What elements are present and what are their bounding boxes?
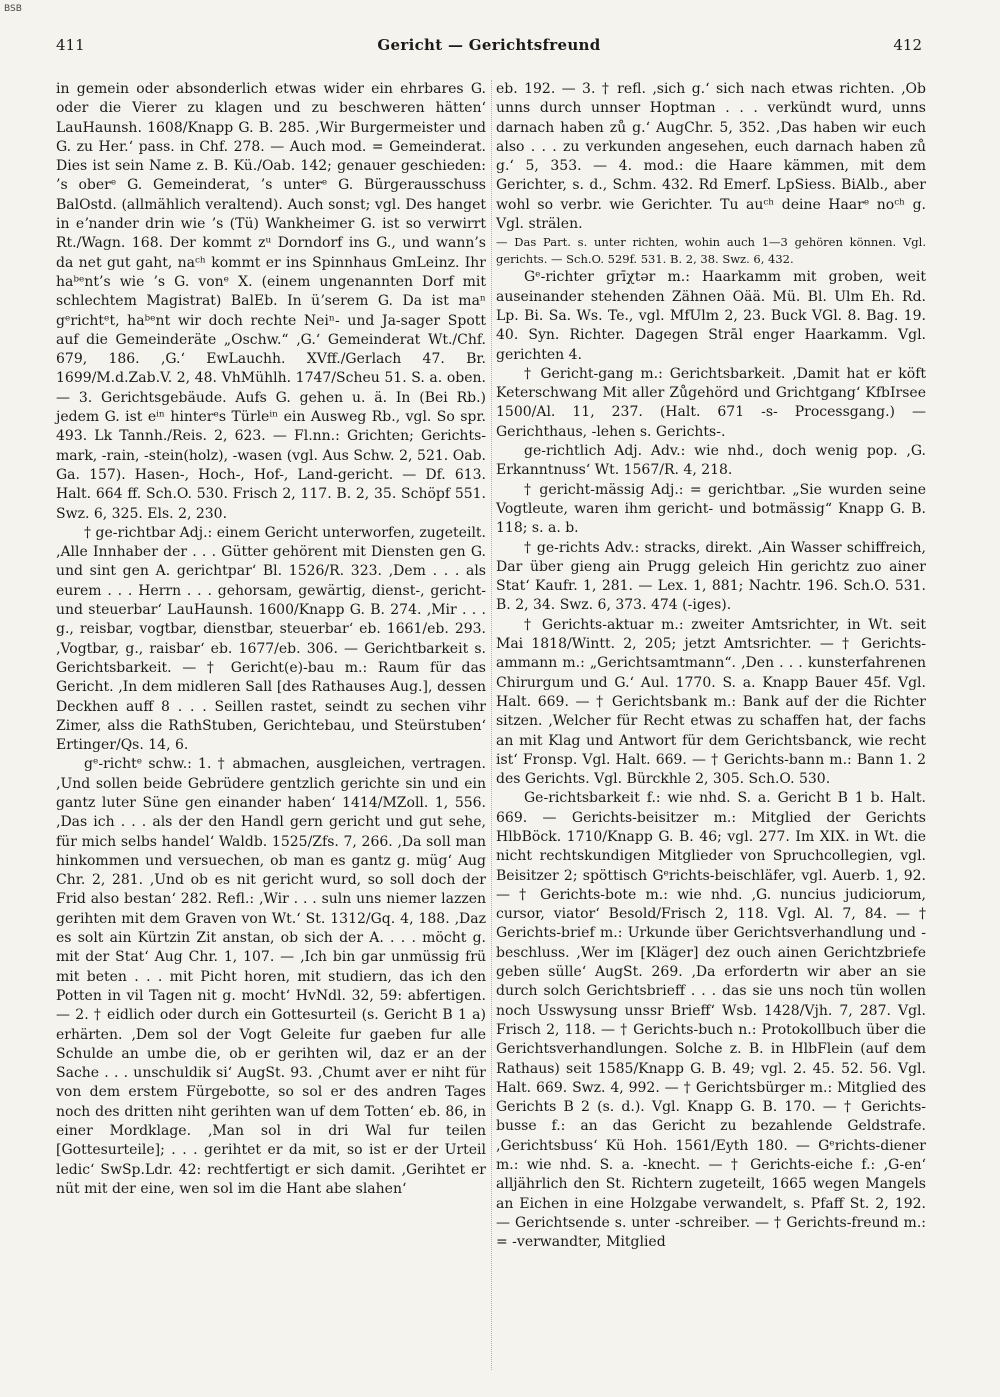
page-header <box>56 36 922 58</box>
entry-paragraph: † Gerichts-aktuar m.: zweiter Amtsrichter, in Wt. seit Mai 1818/Wintt. 2, 205; jetzt Amtsrichter. — † Gerichts-ammann m.: „Gerichtsamtmann“. ‚Den . . . kunsterfahrenen Chirurgum und G.‘ Aul. 1770. S. a. Knapp Bauer 45f. Vgl. Halt. 669. — † Gerichtsbank m.: Bank auf der die Richter sitzen. ‚Welcher für Recht etwas zu schaffen hat, der fachs an mit Klag und Antwort für dem Gerichtsbanck, wie recht ist‘ Fronsp. Vgl. Halt. 669. — † Gerichts-bann m.: Bann 1. 2 des Gerichts. Vgl. Bürckhle 2, 305. Sch.O. 530. <box>496 616 926 788</box>
entry-paragraph: eb. 192. — 3. † refl. ‚sich g.‘ sich nach etwas richten. ‚Ob unns durch unnser Hoptman . . . verkündt wurd, unns darnach haben zů g.‘ AugChr. 5, 352. ‚Das haben wir euch also . . . zu verkunden angesehen, euch darnach haben zů g.‘ 5, 353. — 4. mod.: die Haare kämmen, mit dem Gerichter, s. d., Schm. 432. Rd Emerf. LpSiess. BiAlb., aber wohl so verbr. wie Gerichter. Tu auᶜʰ deine Haarᵉ noᶜʰ g. Vgl. strälen. <box>496 81 926 233</box>
entry-paragraph: ge-richtlich Adj. Adv.: wie nhd., doch wenig pop. ‚G. Erkanntnuss‘ Wt. 1567/R. 4, 218. <box>496 443 926 479</box>
page-number-right: 412 <box>893 36 922 54</box>
entry-paragraph: † ge-richtbar Adj.: einem Gericht unterworfen, zugeteilt. ‚Alle Innhaber der . . . Gütter gehörent mit Diensten gen G. und sint gen A. gerichtpar‘ Bl. 1526/R. 323. ‚Dem . . . als eurem . . . Herrn . . . gehorsam, gewärtig, dienst-, gericht- und steuerbar‘ LauHaunsh. 1600/Knapp G. B. 274. ‚Mir . . . g., reisbar, vogtbar, dienstbar, steuerbar‘ eb. 1661/eb. 293. ‚Vogtbar, g., raisbar‘ eb. 1677/eb. 306. — Gerichtbarkeit s. Gerichtsbarkeit. — † Gericht(e)-bau m.: Raum für das Gericht. ‚In dem midleren Sall [des Rathauses Aug.], dessen Deckhen auff 8 . . . Seillen rastet, seindt zu sechen vihr Zimer, alss die RathStuben, Gerichtebau, und Steürstuben‘ Ertinger/Qs. 14, 6. <box>56 524 486 754</box>
entry-paragraph: gᵉ-richtᵉ schw.: 1. † abmachen, ausgleichen, vertragen. ‚Und sollen beide Gebrüdere gentzlich gerichte sin und ein gantz luter Süne gen einander haben‘ 1414/MZoll. 1, 556. ‚Das ich . . . als der den Handl gern gericht und gut sehe, für mich selbs handel‘ Waldb. 1525/Zfs. 7, 266. ‚Da soll man hinkommen und versuechen, ob man es gantz g. müg‘ Aug Chr. 2, 281. ‚Und ob es nit gericht wurd, so soll doch der Frid also bestan‘ 282. Refl.: ‚Wir . . . suln uns niemer lazzen gerihten mit dem Graven von Wt.‘ St. 1312/Gq. 4, 188. ‚Daz es solt ain Kürtzin Zit anstan, ob sich der A. . . . möcht g. mit der Stat‘ Aug Chr. 1, 107. — ‚Ich bin gar unmüssig frü mit beten . . . mit Picht horen, mit studiern, das ich den Potten in vil Tagen nit g. mocht‘ HvNdl. 32, 59: abfertigen. — 2. † eidlich oder durch ein Gottesurteil (s. Gericht B 1 a) erhärten. ‚Dem sol der Vogt Geleite fur gaeben fur alle Schulde an umbe die, ob er gerihten wil, daz er an der Sache . . . unschuldik si‘ AugSt. 93. ‚Chumt aver er niht für von dem erstem Fürgebotte, so sol er des andren Tages noch des dritten niht gerihten wan uf dem Totten‘ eb. 86, in einer Mordklage. ‚Man sol in dri Wal fur teilen [Gottesurteile]; . . . gerihtet er da mit, so ist er der Urteil ledic‘ SwSp.Ldr. 42: rechtfertigt er sich damit. ‚Gerihtet er nüt mit der eine, wen sol im die Hant abe slahen‘ <box>56 756 486 1197</box>
entry-note: — Das Part. s. unter richten, wohin auch 1—3 gehören können. Vgl. gerichts. — Sch.O. 529f. 531. B. 2, 38. Swz. 6, 432. <box>496 235 926 267</box>
right-column <box>496 80 926 1253</box>
entry-paragraph: † Gericht-gang m.: Gerichtsbarkeit. ‚Damit hat er köft Keterschwang Mit aller Zůgehörd und Grichtgang‘ KfbIrsee 1500/Al. 11, 237. (Halt. 671 -s- Processgang.) — Gerichthaus, -lehen s. Gerichts-. <box>496 365 926 440</box>
entry-paragraph: Gᵉ-richter grīχtər m.: Haarkamm mit groben, weit auseinander stehenden Zähnen Oää. Mü. Bl. Ulm Eh. Rd. Lp. Bi. Sa. Ws. Te., vgl. MfUlm 2, 23. Buck VGl. 8. Bag. 19. 40. Syn. Richter. Dagegen Strāl enger Haarkamm. Vgl. gerichten 4. <box>496 269 926 363</box>
entry-paragraph: † gericht-mässig Adj.: = gerichtbar. „Sie wurden seine Vogtleute, waren ihm gericht- und botmässig“ Knapp G. B. 118; s. a. b. <box>496 481 926 537</box>
column-divider <box>491 80 492 1370</box>
left-column <box>56 80 486 1199</box>
library-stamp: BSB <box>4 4 22 14</box>
page-number-left: 411 <box>56 36 85 54</box>
entry-paragraph: in gemein oder absonderlich etwas wider ein ehrbares G. oder die Vierer zu klagen und zu beschweren hätten‘ LauHaunsh. 1608/Knapp G. B. 285. ‚Wir Burgermeister und G. zu Her.‘ pass. in Chf. 278. — Auch mod. = Gemeinderat. Dies ist sein Name z. B. Kü./Oab. 142; genauer geschieden: ’s oberᵉ G. Gemeinderat, ’s unterᵉ G. Bürgerausschuss BalOstd. (allmählich veraltend). Auch sonst; vgl. Des hanget in eʼnander drin wie ’s (Tü) Wankheimer G. ist so verwirrt Rt./Wagn. 168. Der kommt zᵘ Dorndorf ins G., und wann’s da net gut gaht, naᶜʰ kommt er ins Spinnhaus GmLeinz. Ihr haᵇᵉnt’s wie ’s G. vonᵉ X. (einem ungenannten Dorf mit schlechtem Magistrat) BalEb. In üʼserem G. Da ist maⁿ gᵉrichtᵉt, haᵇᵉnt wir doch rechte Neiⁿ- und Ja-sager Spott auf die Gemeinderäte „Oschw.“ ‚G.‘ Gemeinderat Wt./Chf. 679, 186. ‚G.‘ EwLauchh. XVff./Gerlach 47. Br. 1699/M.d.Zab.V. 2, 48. VhMühlh. 1747/Scheu 51. S. a. oben. — 3. Gerichtsgebäude. Aufs G. gehen u. ä. In (Bei Rb.) jedem G. ist eⁱⁿ hinterᵉs Türleⁱⁿ ein Ausweg Rb., vgl. So spr. 493. Lk Tannh./Reis. 2, 623. — Fl.nn.: Grichten; Gerichts-mark, -rain, -stein(holz), -wasen (vgl. Aus Schw. 2, 521. Oab. Ga. 157). Hasen-, Hoch-, Hof-, Land-gericht. — Df. 613. Halt. 664 ff. Sch.O. 530. Frisch 2, 117. B. 2, 35. Schöpf 551. Swz. 6, 325. Els. 2, 230. <box>56 81 486 522</box>
running-title: Gericht — Gerichtsfreund <box>377 36 601 54</box>
entry-paragraph: † ge-richts Adv.: stracks, direkt. ‚Ain Wasser schiffreich, Dar über gieng ain Prugg geleich Hin gerichtz zuo ainer Stat‘ Kaufr. 1, 281. — Lex. 1, 881; Nachtr. 196. Sch.O. 531. B. 2, 34. Swz. 6, 373. 474 (-iges). <box>496 539 926 614</box>
entry-paragraph: Ge-richtsbarkeit f.: wie nhd. S. a. Gericht B 1 b. Halt. 669. — Gerichts-beisitzer m.: Mitglied der Gerichts HlbBöck. 1710/Knapp G. B. 46; vgl. 277. Im XIX. in Wt. die nicht rechtskundigen Mitglieder von Spruchcollegien, vgl. Beisitzer 2; spöttisch Gᵉrichts-beischläfer, vgl. Auerb. 1, 92. — † Gerichts-bote m.: wie nhd. ‚G. nuncius judiciorum, cursor, viator‘ Besold/Frisch 2, 118. Vgl. Al. 7, 84. — † Gerichts-brief m.: Urkunde über Gerichtsverhandlung und -beschluss. ‚Wer im [Kläger] dez ouch ainen Gerichtzbriefe geben sülle‘ AugSt. 269. ‚Da erfordertn wir aber an sie durch solch Gerichtsbrieff . . . das sie uns noch tün wollen noch Usswysung unssr Brieff‘ Wsb. 1428/Vjh. 7, 287. Vgl. Frisch 2, 118. — † Gerichts-buch n.: Protokollbuch über die Gerichtsverhandlungen. Solche z. B. in HlbFlein (auf dem Rathaus) seit 1585/Knapp G. B. 49; vgl. 2. 45. 52. 56. Vgl. Halt. 669. Swz. 4, 992. — † Gerichtsbürger m.: Mitglied des Gerichts B 2 (s. d.). Vgl. Knapp G. B. 170. — † Gerichts-busse f.: an das Gericht zu bezahlende Geldstrafe. ‚Gerichtsbuss‘ Kü Hoh. 1561/Eyth 180. — Gᵉrichts-diener m.: wie nhd. S. a. -knecht. — † Gerichts-eiche f.: ‚G-en‘ alljährlich den St. Richtern zugeteilt, 1665 wegen Mangels an Eichen in eine Holzgabe verwandelt, s. Pfaff St. 2, 192. — Gerichtsende s. unter -schreiber. — † Gerichts-freund m.: = -verwandter, Mitglied <box>496 790 926 1251</box>
